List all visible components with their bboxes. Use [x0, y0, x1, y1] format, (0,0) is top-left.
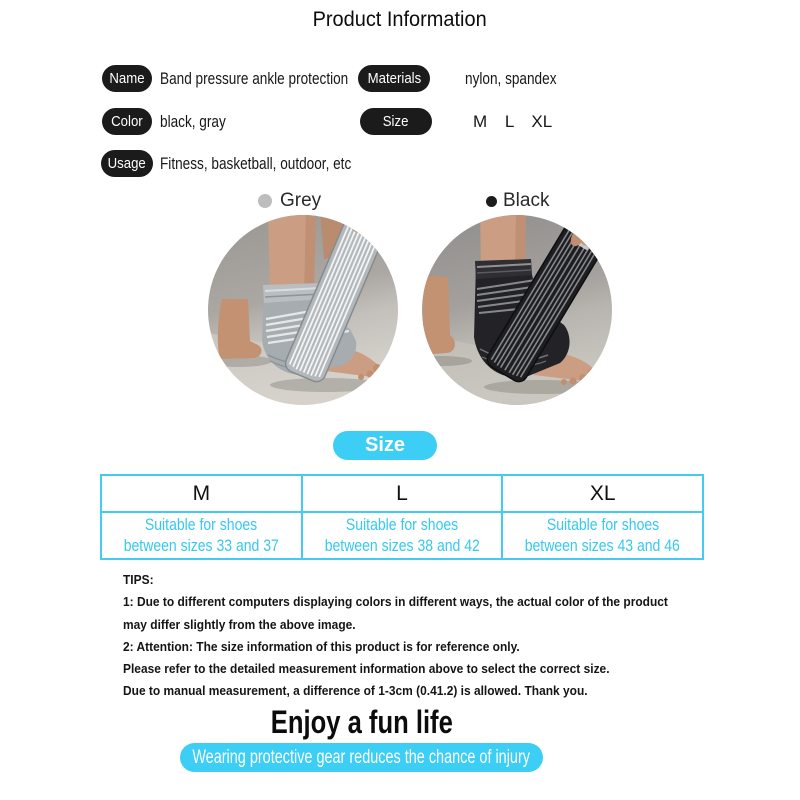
tips-line-text: Due to manual measurement, a difference of 1-3cm (0.41.2) is allowed. Thank you. [123, 683, 588, 699]
size-label-text: Size [383, 113, 409, 130]
page-title [0, 8, 800, 32]
tips-line-text: 1: Due to different computers displaying colors in different ways, the actual color of the product [123, 594, 668, 610]
usage-label-pill [101, 150, 153, 177]
usage-value-text: Fitness, basketball, outdoor, etc [160, 154, 352, 173]
tips-line [123, 680, 723, 702]
page-title-text: Product Information [312, 8, 488, 31]
grey-dot-icon [258, 194, 272, 208]
size-cell-m [102, 513, 303, 560]
usage-label-text: Usage [107, 155, 147, 172]
product-photo-black [422, 215, 612, 405]
injury-banner [180, 743, 543, 772]
name-label-pill [102, 65, 152, 92]
black-variant-label: Black [503, 190, 550, 211]
materials-value-text: nylon, spandex [465, 69, 557, 88]
tips-title [123, 569, 723, 591]
size-cell-l-line2: between sizes 38 and 42 [324, 536, 480, 555]
color-label-text: Color [111, 113, 143, 130]
tips-line [123, 591, 723, 613]
size-cell-xl [503, 513, 704, 560]
headline [62, 704, 662, 741]
size-cell-l-line1: Suitable for shoes [345, 515, 459, 534]
usage-value [160, 154, 399, 174]
ankle-brace-grey-illustration [208, 215, 398, 405]
size-cell-xl-line1: Suitable for shoes [546, 515, 659, 534]
ankle-brace-black-illustration [422, 215, 612, 405]
size-label-pill [360, 108, 432, 135]
color-label-pill [102, 108, 152, 135]
grey-variant-label: Grey [280, 190, 322, 211]
tips-line [123, 636, 723, 658]
tips-line [123, 658, 723, 680]
name-value-text: Band pressure ankle protection [160, 69, 349, 88]
materials-value [465, 69, 579, 89]
size-options-value: M L XL [473, 112, 553, 131]
materials-label-pill [358, 65, 430, 92]
tips-line-text: Please refer to the detailed measurement information above to select the correct size. [123, 661, 610, 677]
size-section-pill [333, 431, 437, 460]
size-cell-xl-line2: between sizes 43 and 46 [525, 536, 681, 555]
size-section-pill-text: Size [364, 434, 406, 456]
injury-banner-text: Wearing protective gear reduces the chance of injury [192, 746, 531, 768]
size-table [100, 474, 704, 560]
tips-line-text: 2: Attention: The size information of this product is for reference only. [123, 638, 520, 654]
color-value [160, 112, 242, 132]
color-value-text: black, gray [160, 112, 226, 131]
tips-line [123, 614, 723, 636]
size-cell-l [303, 513, 504, 560]
size-col-header-l: L [303, 476, 504, 513]
name-label-text: Name [109, 70, 145, 87]
headline-text: Enjoy a fun life [270, 704, 454, 740]
tips-block [123, 569, 723, 703]
tips-line-text: may differ slightly from the above image. [123, 616, 356, 632]
product-photo-grey [208, 215, 398, 405]
materials-label-text: Materials [367, 70, 421, 87]
size-cell-m-line1: Suitable for shoes [145, 515, 258, 534]
size-cell-m-line2: between sizes 33 and 37 [123, 536, 279, 555]
black-dot-icon [486, 196, 497, 207]
size-col-header-m: M [102, 476, 303, 513]
size-col-header-xl: XL [503, 476, 704, 513]
tips-title-text: TIPS: [123, 572, 154, 587]
